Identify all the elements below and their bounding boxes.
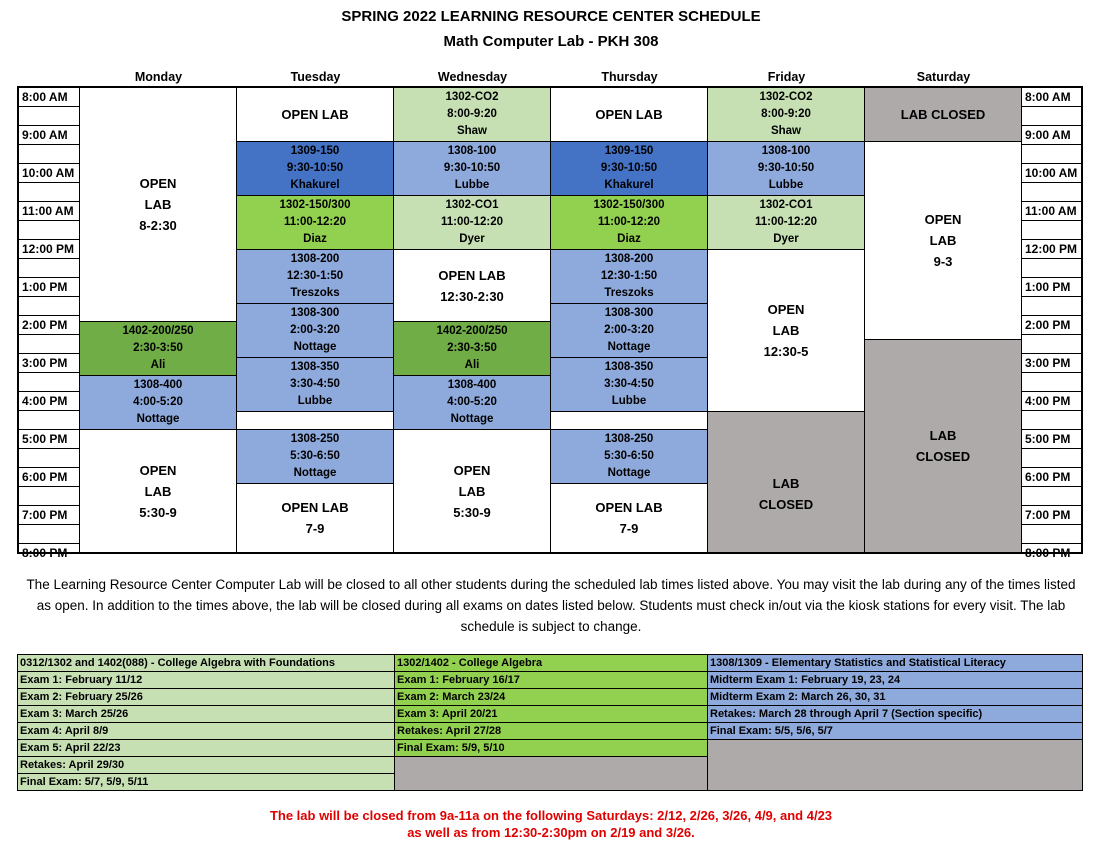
cell-line: 9-3	[933, 254, 953, 269]
exam-row: Exam 1: February 11/12	[18, 672, 394, 689]
time-label: 6:00 PM	[1022, 468, 1081, 487]
time-label	[19, 335, 79, 354]
cell-line: 1308-300	[290, 307, 340, 319]
cell-line: OPEN LAB	[595, 107, 663, 122]
cell-line: OPEN	[139, 176, 177, 191]
cell-line: Diaz	[303, 233, 327, 245]
cell-line: 9:30-10:50	[286, 162, 344, 174]
cell-line: 2:00-3:20	[290, 324, 340, 336]
cell-line: Nottage	[607, 341, 651, 353]
wednesday-class-1302-co2	[393, 87, 551, 142]
exam-row: Exam 2: February 25/26	[18, 689, 394, 706]
cell-line: 3:30-4:50	[290, 378, 340, 390]
time-label: 4:00 PM	[19, 392, 79, 411]
monday-class-1308-400	[79, 375, 237, 430]
cell-line: Diaz	[617, 233, 641, 245]
exam-table-green-section	[395, 655, 707, 757]
page-subtitle: Math Computer Lab - PKH 308	[443, 33, 659, 50]
cell-line: LAB	[772, 323, 800, 338]
cell-line: 1308-350	[604, 361, 654, 373]
time-label: 3:00 PM	[1022, 354, 1081, 373]
exam-row: Exam 1: February 16/17	[395, 672, 707, 689]
exam-table-statistics	[707, 654, 1083, 791]
time-label: 12:00 PM	[19, 240, 79, 259]
cell-line: 8-2:30	[139, 218, 177, 233]
time-label	[1022, 145, 1081, 164]
thursday-class-1308-350	[550, 357, 708, 412]
thursday-class-1302-150	[550, 195, 708, 250]
time-label: 3:00 PM	[19, 354, 79, 373]
time-label	[19, 411, 79, 430]
exam-table-college-algebra-foundations	[17, 654, 395, 791]
time-label	[1022, 297, 1081, 316]
exam-row: Retakes: April 29/30	[18, 757, 394, 774]
time-label: 2:00 PM	[1022, 316, 1081, 335]
cell-line: 1402-200/250	[436, 325, 508, 337]
cell-line: 5:30-6:50	[290, 450, 340, 462]
cell-line: LAB	[144, 483, 172, 499]
cell-line: Lubbe	[297, 395, 333, 407]
time-label	[19, 221, 79, 240]
monday-class-1402	[79, 321, 237, 376]
cell-line: OPEN LAB	[595, 500, 663, 515]
time-label: 11:00 AM	[19, 202, 79, 221]
time-label	[19, 373, 79, 392]
time-label: 12:00 PM	[1022, 240, 1081, 259]
tuesday-empty-slot	[236, 411, 394, 430]
tuesday-class-1309-150	[236, 141, 394, 196]
cell-line: 1302-CO2	[445, 91, 499, 103]
cell-line: 1308-400	[133, 379, 183, 391]
time-label: 2:00 PM	[19, 316, 79, 335]
cell-line: 1308-200	[290, 253, 340, 265]
day-header-saturday: Saturday	[916, 70, 971, 84]
time-label	[1022, 221, 1081, 240]
cell-line: 12:30-1:50	[600, 270, 658, 282]
time-column-left	[19, 88, 80, 560]
cell-line: 1308-100	[447, 145, 497, 157]
saturday-lab-closed-morning	[864, 87, 1022, 142]
cell-line: 1308-250	[604, 433, 654, 445]
monday-open-lab-block	[79, 87, 237, 322]
cell-line: 11:00-12:20	[283, 216, 347, 228]
cell-line: 1309-150	[290, 145, 340, 157]
exam-table-blue-section	[708, 655, 1082, 740]
cell-line: LAB	[772, 476, 800, 491]
day-header-monday: Monday	[134, 70, 183, 84]
time-label	[1022, 373, 1081, 392]
time-label	[19, 525, 79, 544]
day-header-friday: Friday	[767, 70, 806, 84]
cell-line: 1302-CO1	[759, 199, 813, 211]
exam-row: Final Exam: 5/7, 5/9, 5/11	[20, 776, 149, 788]
saturday-closure-notice-line1: The lab will be closed from 9a-11a on the following Saturdays: 2/12, 2/26, 3/26, 4/9, and 4/23	[269, 808, 833, 823]
cell-line: Shaw	[456, 125, 488, 137]
cell-line: 11:00-12:20	[597, 216, 661, 228]
exam-row: Final Exam: 5/9, 5/10	[395, 740, 707, 757]
wednesday-class-1302-co1	[393, 195, 551, 250]
cell-line: 1402-200/250	[122, 325, 194, 337]
cell-line: 8:00-9:20	[447, 108, 497, 120]
cell-line: 9:30-10:50	[443, 162, 501, 174]
cell-line: 4:00-5:20	[447, 396, 497, 408]
time-label	[19, 145, 79, 164]
cell-line: 1308-100	[761, 145, 811, 157]
cell-line: Treszoks	[290, 287, 340, 299]
cell-line: Nottage	[450, 413, 494, 425]
wednesday-open-lab-evening	[393, 429, 551, 553]
wednesday-class-1308-400	[393, 375, 551, 430]
day-header-wednesday: Wednesday	[437, 70, 508, 84]
time-label	[1022, 525, 1081, 544]
cell-line: Treszoks	[604, 287, 654, 299]
cell-line: 1302-150/300	[593, 199, 665, 211]
cell-line: 1308-300	[604, 307, 654, 319]
cell-line: 1308-350	[290, 361, 340, 373]
time-label	[19, 107, 79, 126]
lab-policy-paragraph: The Learning Resource Center Computer Lab will be closed to all other students during the scheduled lab times listed above. You may visit the lab during any of the times listed as open. In addition to the times above, the lab will be closed during all exams on dates listed below. Students must check in/out via the kiosk stations for every visit. The lab schedule is subject to change.	[26, 577, 1076, 634]
exam-row: Exam 5: April 22/23	[18, 740, 394, 757]
exam-row: Exam 3: March 25/26	[18, 706, 394, 723]
time-label	[1022, 411, 1081, 430]
tuesday-class-1308-350	[236, 357, 394, 412]
time-label	[19, 183, 79, 202]
cell-line: 1302-150/300	[279, 199, 351, 211]
cell-line: OPEN	[924, 212, 962, 227]
time-label: 9:00 AM	[19, 126, 79, 145]
thursday-class-1308-250	[550, 429, 708, 484]
cell-line: 4:00-5:20	[133, 396, 183, 408]
cell-line: 3:30-4:50	[604, 378, 654, 390]
cell-line: LAB	[144, 197, 172, 212]
time-label: 10:00 AM	[1022, 164, 1081, 183]
time-label: 6:00 PM	[19, 468, 79, 487]
tuesday-open-lab-evening	[236, 483, 394, 553]
time-label	[19, 259, 79, 278]
cell-line: Lubbe	[768, 179, 804, 191]
cell-line: 1309-150	[604, 145, 654, 157]
exam-row: Midterm Exam 2: March 26, 30, 31	[708, 689, 1082, 706]
cell-line: Nottage	[293, 341, 337, 353]
cell-line: 9:30-10:50	[757, 162, 815, 174]
cell-line: Dyer	[773, 233, 799, 245]
cell-line: OPEN LAB	[438, 267, 506, 283]
cell-line: Shaw	[770, 125, 802, 137]
cell-line: OPEN	[139, 462, 177, 478]
friday-class-1302-co2	[707, 87, 865, 142]
page-title: SPRING 2022 LEARNING RESOURCE CENTER SCHEDULE	[341, 8, 761, 25]
cell-line: 2:00-3:20	[604, 324, 654, 336]
cell-line: 1308-200	[604, 253, 654, 265]
exam-row: Midterm Exam 1: February 19, 23, 24	[708, 672, 1082, 689]
cell-line: 8:00-9:20	[761, 108, 811, 120]
thursday-empty-slot	[550, 411, 708, 430]
time-label: 8:00 AM	[1022, 88, 1081, 107]
day-header-tuesday: Tuesday	[290, 70, 341, 84]
cell-line: Ali	[150, 359, 166, 371]
exam-row: Exam 2: March 23/24	[395, 689, 707, 706]
thursday-class-1309-150	[550, 141, 708, 196]
cell-line: OPEN LAB	[281, 500, 349, 515]
tuesday-class-1308-200	[236, 249, 394, 304]
cell-line: LAB	[929, 233, 957, 248]
exam-row: Retakes: April 27/28	[395, 723, 707, 740]
cell-line: OPEN	[453, 462, 491, 478]
tuesday-class-1308-250	[236, 429, 394, 484]
exam-row: Exam 4: April 8/9	[18, 723, 394, 740]
cell-line: 2:30-3:50	[447, 342, 497, 354]
cell-line: 1308-400	[447, 379, 497, 391]
tuesday-class-1308-300	[236, 303, 394, 358]
tuesday-class-1302-150	[236, 195, 394, 250]
time-label: 8:00 AM	[19, 88, 79, 107]
thursday-class-1308-200	[550, 249, 708, 304]
time-label	[1022, 335, 1081, 354]
cell-line: 11:00-12:20	[440, 216, 504, 228]
cell-line: 2:30-3:50	[133, 342, 183, 354]
exam-table-header: 1308/1309 - Elementary Statistics and Statistical Literacy	[708, 655, 1082, 672]
cell-line: Nottage	[293, 467, 337, 479]
time-label: 7:00 PM	[19, 506, 79, 525]
cell-line: 5:30-9	[139, 504, 177, 520]
cell-line: OPEN	[767, 302, 805, 317]
time-label: 8:00 PM	[22, 546, 68, 560]
cell-line: LAB	[458, 483, 486, 499]
time-label: 5:00 PM	[19, 430, 79, 449]
time-label: 1:00 PM	[19, 278, 79, 297]
cell-line: LAB CLOSED	[900, 107, 986, 122]
thursday-open-lab-evening	[550, 483, 708, 553]
cell-line: Ali	[464, 359, 480, 371]
exam-row: Exam 3: April 20/21	[395, 706, 707, 723]
cell-line: Dyer	[459, 233, 485, 245]
thursday-class-1308-300	[550, 303, 708, 358]
cell-line: OPEN LAB	[281, 107, 349, 122]
exam-table-header: 0312/1302 and 1402(088) - College Algebra with Foundations	[18, 655, 394, 672]
cell-line: Lubbe	[454, 179, 490, 191]
cell-line: 12:30-2:30	[440, 288, 504, 304]
cell-line: CLOSED	[915, 449, 971, 464]
time-label	[1022, 449, 1081, 468]
cell-line: 7-9	[619, 521, 639, 536]
time-label: 7:00 PM	[1022, 506, 1081, 525]
friday-class-1302-co1	[707, 195, 865, 250]
time-label: 11:00 AM	[1022, 202, 1081, 221]
time-label	[19, 449, 79, 468]
saturday-lab-closed-afternoon	[864, 339, 1022, 553]
time-label	[19, 297, 79, 316]
tuesday-open-lab-morning	[236, 87, 394, 142]
cell-line: 7-9	[305, 521, 325, 536]
time-label	[1022, 183, 1081, 202]
cell-line: 1302-CO2	[759, 91, 813, 103]
time-label	[1022, 107, 1081, 126]
cell-line: 9:30-10:50	[600, 162, 658, 174]
cell-line: Khakurel	[290, 179, 340, 191]
time-label: 8:00 PM	[1025, 546, 1071, 560]
saturday-open-lab-block	[864, 141, 1022, 340]
time-label: 4:00 PM	[1022, 392, 1081, 411]
friday-class-1308-100	[707, 141, 865, 196]
day-header-thursday: Thursday	[601, 70, 658, 84]
saturday-closure-notice-line2: as well as from 12:30-2:30pm on 2/19 and 3/26.	[407, 825, 695, 840]
exam-table-college-algebra	[394, 654, 708, 791]
wednesday-open-lab-midday	[393, 249, 551, 322]
cell-line: Lubbe	[611, 395, 647, 407]
time-label: 9:00 AM	[1022, 126, 1081, 145]
time-label: 10:00 AM	[19, 164, 79, 183]
time-label	[1022, 487, 1081, 506]
cell-line: 5:30-9	[453, 504, 491, 520]
cell-line: LAB	[929, 428, 957, 443]
time-column-right	[1021, 88, 1081, 560]
friday-lab-closed	[707, 411, 865, 553]
exam-row: Retakes: March 28 through April 7 (Section specific)	[708, 706, 1082, 723]
exam-table-header: 1302/1402 - College Algebra	[395, 655, 707, 672]
exam-row: Final Exam: 5/5, 5/6, 5/7	[708, 723, 1082, 740]
time-label: 1:00 PM	[1022, 278, 1081, 297]
cell-line: 5:30-6:50	[604, 450, 654, 462]
thursday-open-lab-morning	[550, 87, 708, 142]
cell-line: 1302-CO1	[445, 199, 499, 211]
cell-line: Khakurel	[604, 179, 654, 191]
time-label	[19, 487, 79, 506]
cell-line: 12:30-5	[763, 344, 809, 359]
monday-open-lab-evening	[79, 429, 237, 553]
time-label: 5:00 PM	[1022, 430, 1081, 449]
cell-line: 11:00-12:20	[754, 216, 818, 228]
friday-open-lab-block	[707, 249, 865, 412]
time-label	[1022, 259, 1081, 278]
cell-line: Nottage	[136, 413, 180, 425]
cell-line: Nottage	[607, 467, 651, 479]
cell-line: 1308-250	[290, 433, 340, 445]
wednesday-class-1402	[393, 321, 551, 376]
cell-line: CLOSED	[758, 497, 814, 512]
wednesday-class-1308-100	[393, 141, 551, 196]
cell-line: 12:30-1:50	[286, 270, 344, 282]
